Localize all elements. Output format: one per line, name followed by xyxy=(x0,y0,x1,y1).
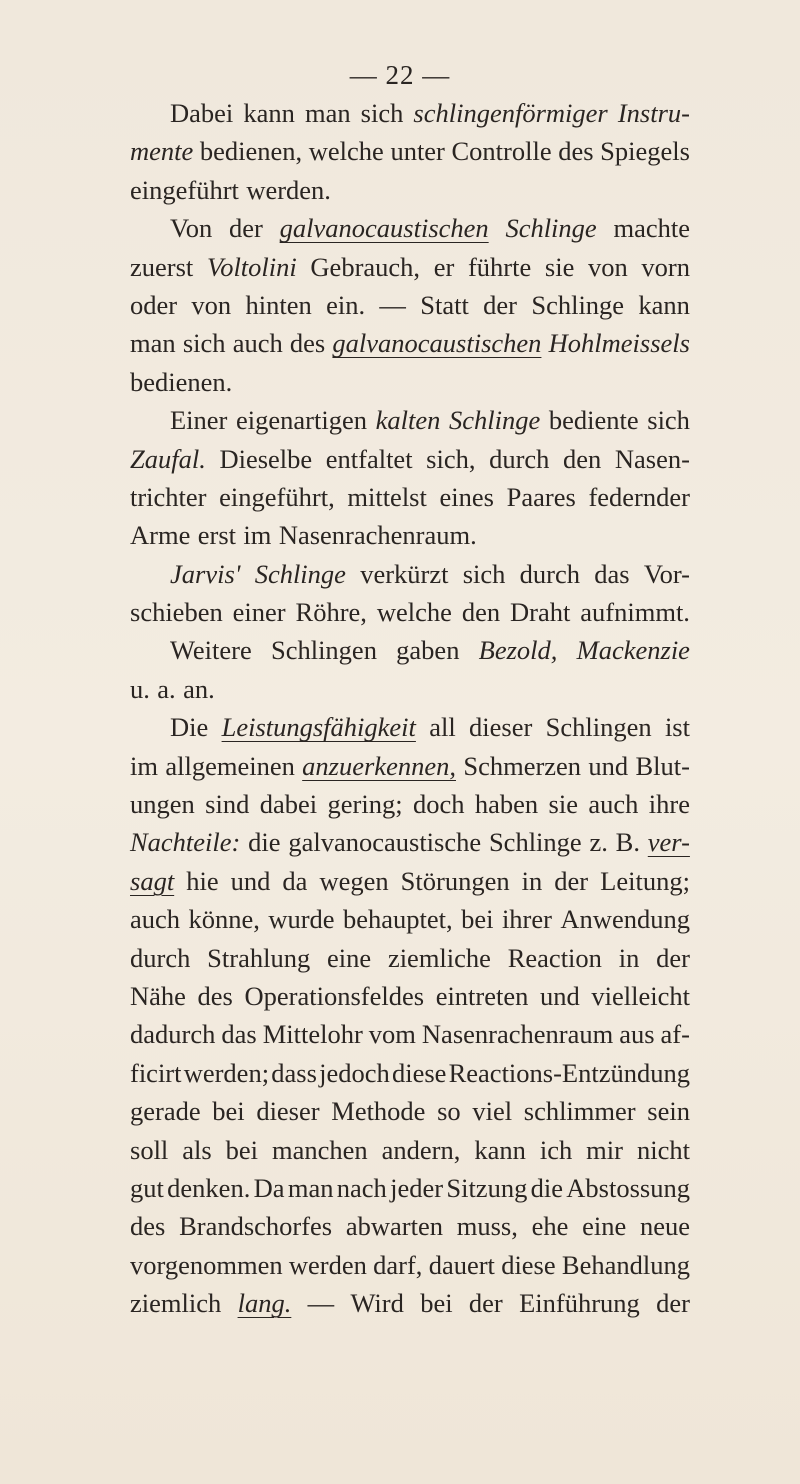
emphasized-word: sagt xyxy=(130,865,175,896)
word: Controlle xyxy=(451,136,552,167)
page-number: — 22 — xyxy=(349,60,451,90)
emphasized-word: ver- xyxy=(647,827,690,858)
word: die xyxy=(530,1172,563,1203)
word: B. xyxy=(615,827,640,858)
word: entfaltet xyxy=(325,443,413,474)
emphasized-word: Bezold, xyxy=(478,635,558,666)
word: Leitung; xyxy=(600,865,690,896)
word: der xyxy=(483,289,517,320)
word: abwarten xyxy=(345,1211,443,1242)
word: Arme xyxy=(130,520,191,551)
word: bedienen. xyxy=(130,366,233,397)
word: Vor- xyxy=(643,558,690,589)
word: Schlinge xyxy=(531,289,625,320)
word: Strahlung xyxy=(207,942,311,973)
word: sein xyxy=(647,1096,690,1127)
word: die xyxy=(248,827,281,858)
text-line xyxy=(130,440,690,478)
word: aufnimmt. xyxy=(580,597,690,628)
word: ziemlich xyxy=(130,1288,222,1319)
word: ihrer xyxy=(501,904,552,935)
word: dadurch xyxy=(130,1019,216,1050)
word: bei xyxy=(461,904,494,935)
word: sich, xyxy=(426,443,476,474)
word: den xyxy=(563,443,602,474)
word: vom xyxy=(368,1019,416,1050)
text-line xyxy=(130,900,690,938)
word: durch xyxy=(130,942,191,973)
word: aus xyxy=(619,1019,655,1050)
text-line xyxy=(130,785,690,823)
word: Anwendung xyxy=(560,904,690,935)
emphasized-word: lang. xyxy=(237,1288,292,1319)
word: einer xyxy=(232,597,286,628)
word: an. xyxy=(183,673,215,704)
emphasized-word: Zaufal. xyxy=(130,443,206,474)
word: werden; xyxy=(183,1057,270,1088)
word: sich xyxy=(360,98,404,128)
word: Methode xyxy=(331,1096,426,1127)
word: Störungen xyxy=(400,865,510,896)
word: ungen xyxy=(130,789,195,820)
word: der xyxy=(468,1288,503,1319)
word: af- xyxy=(660,1019,690,1050)
word: den xyxy=(461,597,501,628)
word: Da xyxy=(253,1172,285,1203)
word: Dabei xyxy=(170,98,234,128)
word: oder xyxy=(130,289,178,320)
word: mir xyxy=(586,1134,623,1165)
word: Behandlung xyxy=(561,1249,690,1280)
word: bei xyxy=(212,1096,245,1127)
word: das xyxy=(594,558,630,589)
word: des xyxy=(197,980,233,1011)
word: Schlinge xyxy=(488,827,582,858)
word: galvanocaustische xyxy=(288,827,482,858)
word: in xyxy=(618,942,640,973)
word: ehe xyxy=(531,1211,569,1242)
word: sich xyxy=(647,405,690,436)
word: des xyxy=(289,328,326,359)
word: Blut- xyxy=(635,750,690,781)
word: allgemeinen xyxy=(165,750,295,781)
word: Einer xyxy=(170,405,228,436)
word: werden. xyxy=(246,174,331,205)
word: im xyxy=(130,750,158,781)
word: das xyxy=(221,1019,257,1050)
word: des xyxy=(558,136,594,167)
word: sie xyxy=(544,251,575,282)
word: bei xyxy=(420,1288,453,1319)
word: ein. xyxy=(326,289,366,320)
word: neue xyxy=(639,1211,690,1242)
word: der xyxy=(229,213,263,244)
word: vielleicht xyxy=(591,980,690,1011)
word: — xyxy=(307,1288,335,1319)
word: Die xyxy=(170,712,209,743)
word: — xyxy=(379,289,406,320)
word: und xyxy=(588,750,629,781)
word: in xyxy=(521,865,543,896)
word: dabei xyxy=(259,789,318,820)
word: führte xyxy=(467,251,532,282)
word: muss, xyxy=(456,1211,518,1242)
word: vorgenommen xyxy=(130,1249,283,1280)
word: eintreten xyxy=(435,980,529,1011)
word: werden xyxy=(288,1249,367,1280)
word: Schlingen xyxy=(270,635,377,666)
word: so xyxy=(437,1096,461,1127)
word: u. xyxy=(130,673,150,704)
text-line xyxy=(130,401,690,439)
text-line xyxy=(130,670,690,708)
word: Reactions-Entzündung xyxy=(448,1057,690,1088)
word: auch xyxy=(588,789,639,820)
word: diese xyxy=(501,1249,556,1280)
word: haben xyxy=(474,789,539,820)
emphasized-word: Schlinge xyxy=(254,558,346,589)
word: dauert xyxy=(428,1249,495,1280)
word: viel xyxy=(472,1096,513,1127)
word: ficirt xyxy=(130,1057,182,1088)
word: jedoch xyxy=(319,1057,390,1088)
word: der xyxy=(656,1288,690,1319)
word: unter xyxy=(390,136,445,167)
word: Nasenrachenraum xyxy=(421,1019,614,1050)
word: nicht xyxy=(636,1134,690,1165)
word: gerade xyxy=(130,1096,201,1127)
word: auch xyxy=(232,328,283,359)
word: Nähe xyxy=(130,980,186,1011)
word: des xyxy=(130,1211,166,1242)
text-line xyxy=(130,248,690,286)
word: z. xyxy=(589,827,608,858)
word: Weitere xyxy=(170,635,252,666)
text-line xyxy=(130,708,690,746)
word: ist xyxy=(664,712,690,743)
text-line xyxy=(130,631,690,669)
word: bedienen, xyxy=(199,136,303,167)
text-line xyxy=(130,862,690,900)
word: Operationsfeldes xyxy=(244,980,425,1011)
word: wegen xyxy=(319,865,389,896)
emphasized-word: Nachteile: xyxy=(130,827,241,858)
text-line xyxy=(130,1092,690,1130)
emphasized-word: Hohlmeissels xyxy=(548,328,690,359)
word: Wird xyxy=(350,1288,404,1319)
text-line xyxy=(130,823,690,861)
word: darf, xyxy=(373,1249,423,1280)
text-line xyxy=(130,1207,690,1245)
word: eingeführt xyxy=(130,174,239,205)
text-line xyxy=(130,286,690,324)
word: sich xyxy=(182,328,226,359)
word: Reaction xyxy=(507,942,602,973)
word: bei xyxy=(225,1134,259,1165)
word: durch xyxy=(519,558,581,589)
emphasized-word: Schlinge xyxy=(505,213,597,244)
word: hinten xyxy=(245,289,312,320)
emphasized-word: Instru- xyxy=(617,98,690,128)
body-text xyxy=(130,94,690,1323)
word: federnder xyxy=(588,481,690,512)
text-line xyxy=(130,1054,690,1092)
word: sich xyxy=(462,558,506,589)
word: behauptet, xyxy=(343,904,453,935)
word: gering; xyxy=(327,789,403,820)
word: da xyxy=(282,865,308,896)
word: Schmerzen xyxy=(463,750,582,781)
word: auch xyxy=(130,904,181,935)
word: denken. xyxy=(167,1172,251,1203)
word: zuerst xyxy=(130,251,194,282)
word: Nasenrachenraum. xyxy=(278,520,477,551)
word: man xyxy=(304,98,351,128)
word: könne, xyxy=(188,904,260,935)
word: sie xyxy=(548,789,578,820)
text-line xyxy=(130,1169,690,1207)
word: nach xyxy=(336,1172,387,1203)
word: manchen xyxy=(272,1134,368,1165)
word: Schlingen xyxy=(545,712,652,743)
text-line xyxy=(130,1284,690,1322)
word: man xyxy=(287,1172,334,1203)
word: schieben xyxy=(130,597,223,628)
word: Statt xyxy=(420,289,469,320)
word: diese xyxy=(391,1057,447,1088)
word: als xyxy=(182,1134,212,1165)
text-line xyxy=(130,94,690,132)
word: eingeführt, xyxy=(219,481,335,512)
word: Gebrauch, xyxy=(310,251,421,282)
text-line xyxy=(130,478,690,516)
word: bediente xyxy=(548,405,639,436)
word: Paares xyxy=(506,481,576,512)
word: man xyxy=(130,328,176,359)
word: er xyxy=(433,251,455,282)
word: vorn xyxy=(641,251,690,282)
word: Sitzung xyxy=(446,1172,528,1203)
emphasized-word: Voltolini xyxy=(206,251,297,282)
emphasized-word: anzuerkennen, xyxy=(302,750,456,781)
word: jeder xyxy=(390,1172,444,1203)
word: verkürzt xyxy=(360,558,449,589)
text-line xyxy=(130,977,690,1015)
text-line xyxy=(130,209,690,247)
text-line xyxy=(130,324,690,362)
text-line xyxy=(130,363,690,401)
word: soll xyxy=(130,1134,169,1165)
word: ich xyxy=(539,1134,573,1165)
word: ihre xyxy=(648,789,690,820)
word: welche xyxy=(376,597,452,628)
word: machte xyxy=(613,213,690,244)
word: sind xyxy=(205,789,250,820)
word: dieser xyxy=(469,712,533,743)
text-line xyxy=(130,593,690,631)
word: Draht xyxy=(510,597,571,628)
word: dass xyxy=(271,1057,317,1088)
word: Spiegels xyxy=(600,136,690,167)
word: eigenartigen xyxy=(236,405,367,436)
text-line xyxy=(130,747,690,785)
word: all xyxy=(429,712,456,743)
word: Mittelohr xyxy=(262,1019,363,1050)
word: Nasen- xyxy=(614,443,690,474)
emphasized-word: Jarvis' xyxy=(170,558,241,589)
word: Abstossung xyxy=(566,1172,690,1203)
word: kann xyxy=(638,289,690,320)
emphasized-word: galvanocaustischen xyxy=(332,328,542,359)
word: Von xyxy=(170,213,213,244)
word: durch xyxy=(489,443,550,474)
emphasized-word: kalten xyxy=(375,405,441,436)
word: gaben xyxy=(396,635,460,666)
word: welche xyxy=(308,136,384,167)
text-line xyxy=(130,1015,690,1053)
word: schlimmer xyxy=(523,1096,636,1127)
word: kann xyxy=(474,1134,526,1165)
word: eines xyxy=(439,481,494,512)
word: kann xyxy=(243,98,295,128)
word: im xyxy=(243,520,272,551)
text-line xyxy=(130,171,690,209)
emphasized-word: galvanocaustischen xyxy=(279,213,489,244)
word: ziemliche xyxy=(387,942,491,973)
word: der xyxy=(554,865,589,896)
word: doch xyxy=(412,789,465,820)
word: der xyxy=(656,942,690,973)
word: a. xyxy=(157,673,176,704)
word: Brandschorfes xyxy=(179,1211,333,1242)
emphasized-word: schlingenförmiger xyxy=(413,98,608,128)
word: wurde xyxy=(268,904,335,935)
text-line xyxy=(130,939,690,977)
word: und xyxy=(230,865,271,896)
text-line xyxy=(130,516,690,554)
word: von xyxy=(587,251,628,282)
word: von xyxy=(191,289,232,320)
word: eine xyxy=(582,1211,627,1242)
word: Röhre, xyxy=(295,597,367,628)
word: Einführung xyxy=(519,1288,640,1319)
emphasized-word: Schlinge xyxy=(448,405,541,436)
word: und xyxy=(540,980,580,1011)
word: eine xyxy=(327,942,372,973)
text-line xyxy=(130,1131,690,1169)
word: mittelst xyxy=(347,481,427,512)
emphasized-word: mente xyxy=(130,136,194,167)
word: andern, xyxy=(381,1134,461,1165)
word: dieser xyxy=(256,1096,320,1127)
emphasized-word: Leistungsfähigkeit xyxy=(221,712,416,743)
word: hie xyxy=(186,865,219,896)
text-line xyxy=(130,1246,690,1284)
emphasized-word: Mackenzie xyxy=(576,635,690,666)
word: gut xyxy=(130,1172,164,1203)
text-line xyxy=(130,132,690,170)
word: trichter xyxy=(130,481,207,512)
word: erst xyxy=(197,520,237,551)
text-line xyxy=(130,555,690,593)
word: Dieselbe xyxy=(219,443,313,474)
